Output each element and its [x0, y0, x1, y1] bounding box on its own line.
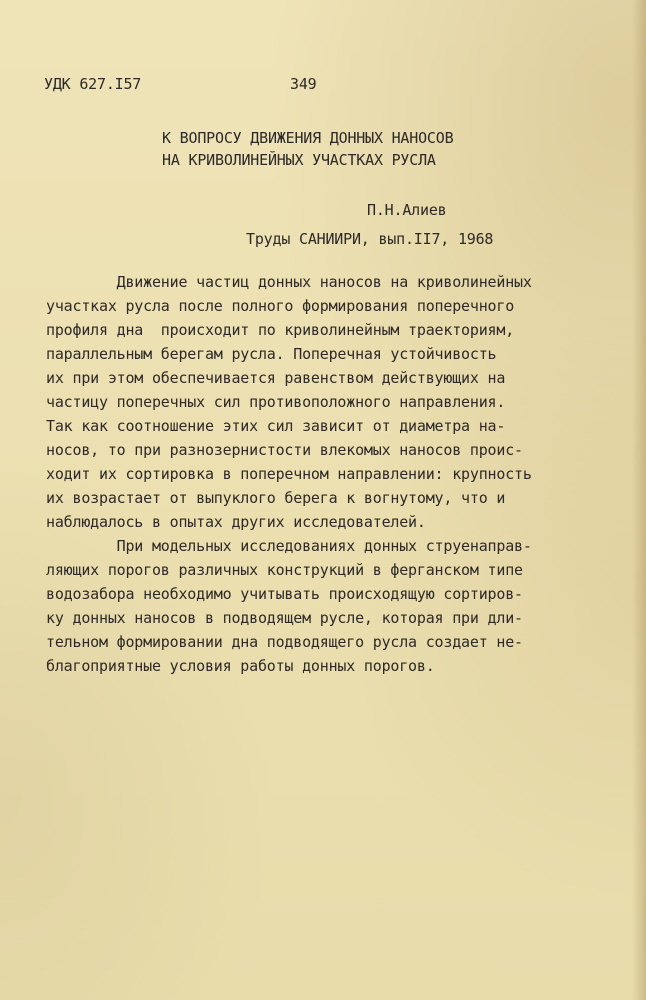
title-line-2: НА КРИВОЛИНЕЙНЫХ УЧАСТКАХ РУСЛА	[162, 151, 436, 169]
body-line: тельном формировании дна подводящего русла создает не-	[46, 633, 523, 651]
body-line: параллельным берегам русла. Поперечная устойчивость	[46, 345, 497, 363]
udk-code: УДК 627.I57	[44, 75, 142, 93]
title-line-1: К ВОПРОСУ ДВИЖЕНИЯ ДОННЫХ НАНОСОВ	[162, 129, 454, 147]
body-line: ходит их сортировка в поперечном направлении: крупность	[46, 465, 532, 483]
body-line: ляющих порогов различных конструкций в ферганском типе	[46, 561, 523, 579]
body-line: профиля дна происходит по криволинейным траекториям,	[46, 321, 515, 339]
body-line: носов, то при разнозернистости влекомых наносов проис-	[46, 441, 523, 459]
body-line: благоприятные условия работы донных порогов.	[46, 657, 435, 675]
body-line: Так как соотношение этих сил зависит от диаметра на-	[46, 417, 506, 435]
body-line: частицу поперечных сил противоположного направления.	[46, 393, 506, 411]
body-line: наблюдалось в опытах других исследователей.	[46, 513, 426, 531]
body-line: их при этом обеспечивается равенством действующих на	[46, 369, 506, 387]
body-line: Движение частиц донных наносов на криволинейных	[46, 273, 532, 291]
source-citation: Труды САНИИРИ, вып.II7, 1968	[246, 230, 494, 248]
body-line: участках русла после полного формирования поперечного	[46, 297, 515, 315]
paper-edge-shadow	[632, 0, 646, 1000]
body-line: их возрастает от выпуклого берега к вогнутому, что и	[46, 489, 506, 507]
author-name: П.Н.Алиев	[367, 201, 447, 219]
body-line: ку донных наносов в подводящем русле, которая при дли-	[46, 609, 523, 627]
page-number: 349	[290, 75, 317, 93]
body-line: При модельных исследованиях донных струенаправ-	[46, 537, 532, 555]
body-line: водозабора необходимо учитывать происходящую сортиров-	[46, 585, 523, 603]
